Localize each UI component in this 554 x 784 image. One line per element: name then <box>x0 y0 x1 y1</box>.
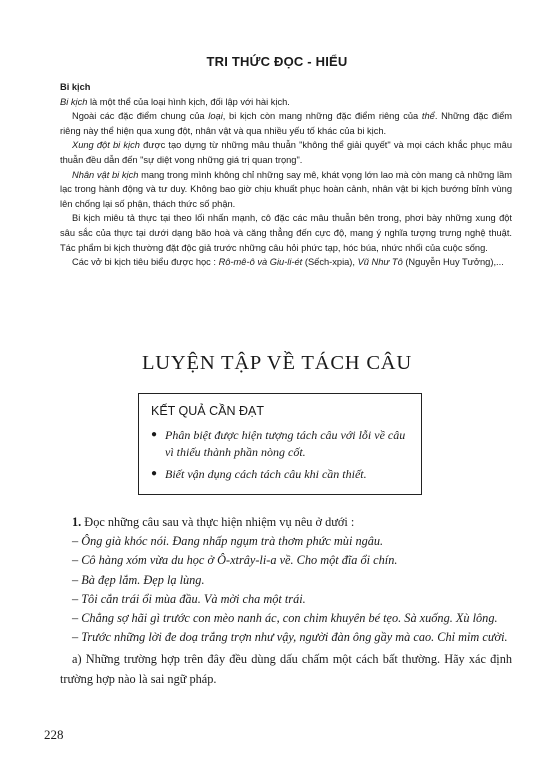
goal-item: ● Phân biệt được hiện tượng tách câu với lỗi về câu vì thiếu thành phần nòng cốt. <box>151 428 406 459</box>
reading-knowledge-block <box>60 80 512 270</box>
expected-results-heading: KẾT QUẢ CẦN ĐẠT <box>151 404 264 418</box>
bullet-icon: ● <box>151 429 158 440</box>
tragedy-examples: Các vở bi kịch tiêu biểu được học : Rô-mê-ô và Giu-li-ét (Sếch-xpia), Vũ Như Tô (Nguyễn Huy Tưởng),... <box>72 257 504 268</box>
expected-results-box <box>138 393 422 495</box>
tragedy-character: Nhân vật bi kịch mang trong mình không chỉ những say mê, khát vọng lớn lao mà còn mang cả những lầm lạc trong hành động và tư duy. Không bao giờ chịu khuất phục hoàn cảnh, nhân vật bi kịch bướng bỉnh vùng lên chống lại số phận, thách thức số phận. <box>60 169 512 209</box>
exercise-sentence: – Ông già khóc nói. Đang nhấp ngụm trà thơm phức mùi ngâu. <box>72 534 384 549</box>
exercise-sentence: – Tôi cắn trái ổi mùa đầu. Và mời cha một trái. <box>72 591 306 606</box>
reading-section-title: TRI THỨC ĐỌC - HIỂU <box>206 54 348 69</box>
exercise-sentence: – Bà đẹp lắm. Đẹp lạ lùng. <box>72 572 205 587</box>
lesson-title: LUYỆN TẬP VỀ TÁCH CÂU <box>141 352 413 374</box>
exercise-prompt: 1. Đọc những câu sau và thực hiện nhiệm vụ nêu ở dưới : <box>72 515 355 529</box>
exercise-task-a: a) Những trường hợp trên đây đều dùng dấu chấm một cách bất thường. Hãy xác định trường hợp nào là sai ngữ pháp. <box>60 652 512 686</box>
exercise-sentence: – Chẳng sợ hãi gì trước con mèo nanh ác, con chim khuyên bé tẹo. Sà xuống. Xù lông. <box>72 611 498 626</box>
tragedy-heading: Bi kịch <box>60 82 91 92</box>
exercise-sentence: – Cô hàng xóm vừa du học ở Ô-xtrây-li-a về. Cho một đĩa ổi chín. <box>72 553 398 568</box>
exercise-block <box>60 513 512 689</box>
page-number: 228 <box>44 727 64 742</box>
tragedy-definition: Bi kịch là một thể của loại hình kịch, đối lập với hài kịch. <box>60 96 290 107</box>
exercise-sentence: – Trước những lời đe doạ trắng trợn như vậy, người đàn ông gầy mà cao. Chỉ mỉm cười. <box>72 630 508 645</box>
tragedy-features: Ngoài các đặc điểm chung của loại, bi kịch còn mang những đặc điểm riêng của thể. Những đặc điểm riêng này thể hiện qua xung đột, nhân vật và qua nhiều yếu tố khác của bi kịch. <box>60 111 513 136</box>
tragedy-conflict: Xung đột bi kịch được tạo dựng từ những mâu thuẫn "không thể giải quyết" và mọi cách khắc phục mâu thuẫn đều dẫn đến "sự diệt vong những giá trị quan trọng". <box>60 140 512 165</box>
goal-item: ● Biết vận dụng cách tách câu khi cần thiết. <box>151 467 367 481</box>
bullet-icon: ● <box>151 468 158 479</box>
tragedy-depiction: Bi kịch miêu tả thực tại theo lối nhấn mạnh, cô đặc các mâu thuẫn bên trong, phơi bày những xung đột sâu sắc của thực tại dưới dạng bão hoà và căng thẳng đến cực độ, mang ý nghĩa tượng trưng nghệ thuật. Tác phẩm bi kịch thường đặt độc giả trước những câu hỏi phức tạp, hóc búa, nhức nhối của cuộc sống. <box>60 213 512 253</box>
